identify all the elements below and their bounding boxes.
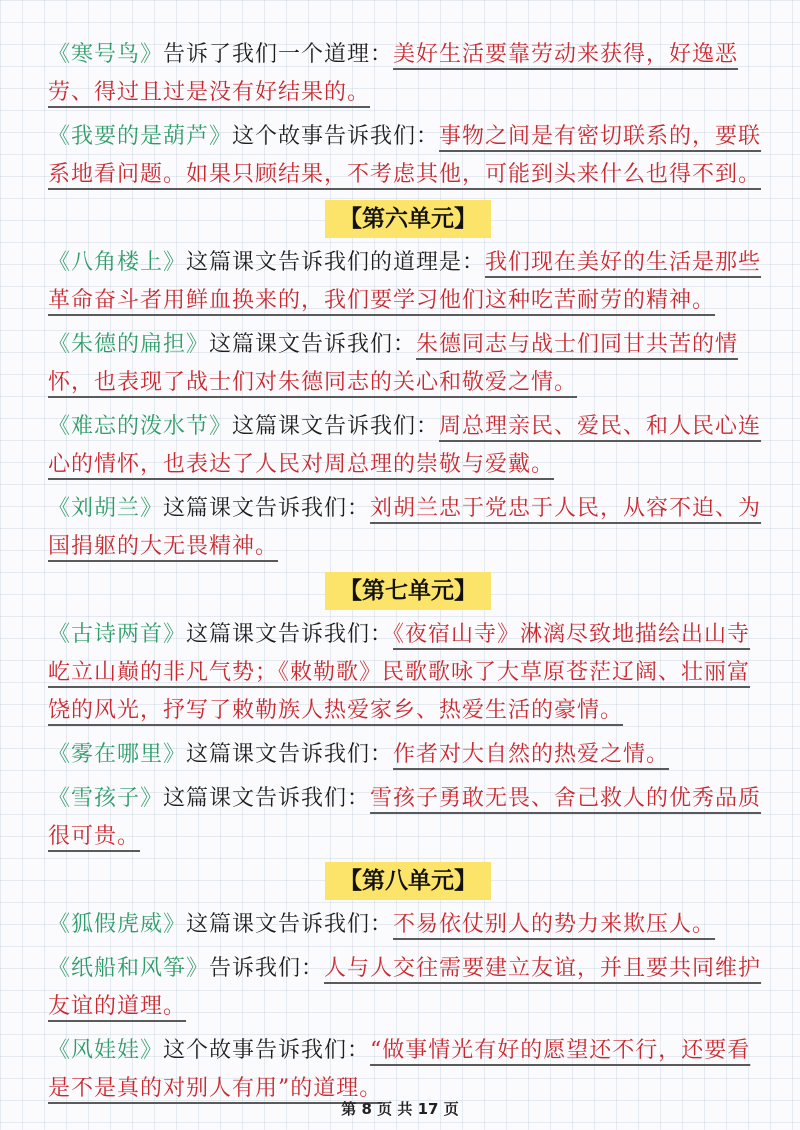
lesson-intro: 这篇课文告诉我们： <box>232 414 440 439</box>
page-footer: 第 8 页 共 17 页 <box>341 1100 459 1118</box>
lesson-title: 《寒号鸟》 <box>48 42 164 67</box>
lesson-title: 《刘胡兰》 <box>48 496 164 521</box>
lesson-intro: 这个故事告诉我们： <box>232 124 440 149</box>
lesson-entry <box>48 118 768 194</box>
lesson-intro: 这篇课文告诉我们： <box>186 622 394 647</box>
lesson-title: 《风娃娃》 <box>48 1038 164 1063</box>
lesson-entry <box>48 736 768 774</box>
lesson-answer: 周总理亲民、爱民、和人民心连心的情怀，也表达了人民对周总理的崇敬与爱戴。 <box>48 414 762 477</box>
page-content <box>48 36 768 1114</box>
lesson-intro: 这个故事告诉我们： <box>163 1038 371 1063</box>
lesson-intro: 这篇课文告诉我们： <box>186 912 394 937</box>
lesson-intro: 这篇课文告诉我们： <box>163 496 371 521</box>
lesson-intro: 这篇课文告诉我们的道理是： <box>186 250 486 275</box>
lesson-answer: 雪孩子勇敢无畏、舍己救人的优秀品质很可贵。 <box>48 786 762 849</box>
lesson-answer: 事物之间是有密切联系的，要联系地看问题。如果只顾结果，不考虑其他，可能到头来什么也得不到。 <box>48 124 762 187</box>
lesson-answer: 人与人交往需要建立友谊，并且要共同维护友谊的道理。 <box>48 956 762 1019</box>
lesson-entry <box>48 1032 768 1108</box>
lesson-title: 《八角楼上》 <box>48 250 187 275</box>
lesson-entry <box>48 906 768 944</box>
lesson-intro: 这篇课文告诉我们： <box>209 332 417 357</box>
lesson-entry <box>48 490 768 566</box>
lesson-title: 《狐假虎威》 <box>48 912 187 937</box>
lesson-title: 《纸船和风筝》 <box>48 956 210 981</box>
lesson-title: 《难忘的泼水节》 <box>48 414 233 439</box>
lesson-entry <box>48 780 768 856</box>
unit-heading: 【第八单元】 <box>325 862 491 900</box>
lesson-answer: 作者对大自然的热爱之情。 <box>393 742 670 767</box>
lesson-intro: 这篇课文告诉我们： <box>163 786 371 811</box>
lesson-answer: 美好生活要靠劳动来获得，好逸恶劳、得过且过是没有好结果的。 <box>48 42 739 105</box>
lesson-title: 《古诗两首》 <box>48 622 187 647</box>
lesson-title: 《雾在哪里》 <box>48 742 187 767</box>
lesson-entry <box>48 950 768 1026</box>
lesson-answer: 朱德同志与战士们同甘共苦的情怀，也表现了战士们对朱德同志的关心和敬爱之情。 <box>48 332 739 395</box>
lesson-answer: 我们现在美好的生活是那些革命奋斗者用鲜血换来的，我们要学习他们这种吃苦耐劳的精神。 <box>48 250 762 313</box>
unit-heading-row <box>48 200 768 238</box>
lesson-answer: 不易依仗别人的势力来欺压人。 <box>393 912 716 937</box>
lesson-title: 《我要的是葫芦》 <box>48 124 233 149</box>
unit-heading: 【第六单元】 <box>325 200 491 238</box>
lesson-intro: 告诉我们： <box>209 956 325 981</box>
lesson-entry <box>48 616 768 730</box>
lesson-intro: 这篇课文告诉我们： <box>186 742 394 767</box>
lesson-entry <box>48 326 768 402</box>
lesson-entry <box>48 244 768 320</box>
lesson-answer: “做事情光有好的愿望还不行，还要看是不是真的对别人有用”的道理。 <box>48 1038 751 1101</box>
lesson-title: 《雪孩子》 <box>48 786 164 811</box>
unit-heading-row <box>48 572 768 610</box>
lesson-entry <box>48 36 768 112</box>
lesson-intro: 告诉了我们一个道理： <box>163 42 394 67</box>
unit-heading: 【第七单元】 <box>325 572 491 610</box>
lesson-entry <box>48 408 768 484</box>
lesson-answer: 《夜宿山寺》淋漓尽致地描绘出山寺屹立山巅的非凡气势；《敕勒歌》民歌歌咏了大草原苍茫辽阔、壮丽富饶的风光，抒写了敕勒族人热爱家乡、热爱生活的豪情。 <box>48 622 751 723</box>
unit-heading-row <box>48 862 768 900</box>
lesson-answer: 刘胡兰忠于党忠于人民，从容不迫、为国捐躯的大无畏精神。 <box>48 496 762 559</box>
lesson-title: 《朱德的扁担》 <box>48 332 210 357</box>
